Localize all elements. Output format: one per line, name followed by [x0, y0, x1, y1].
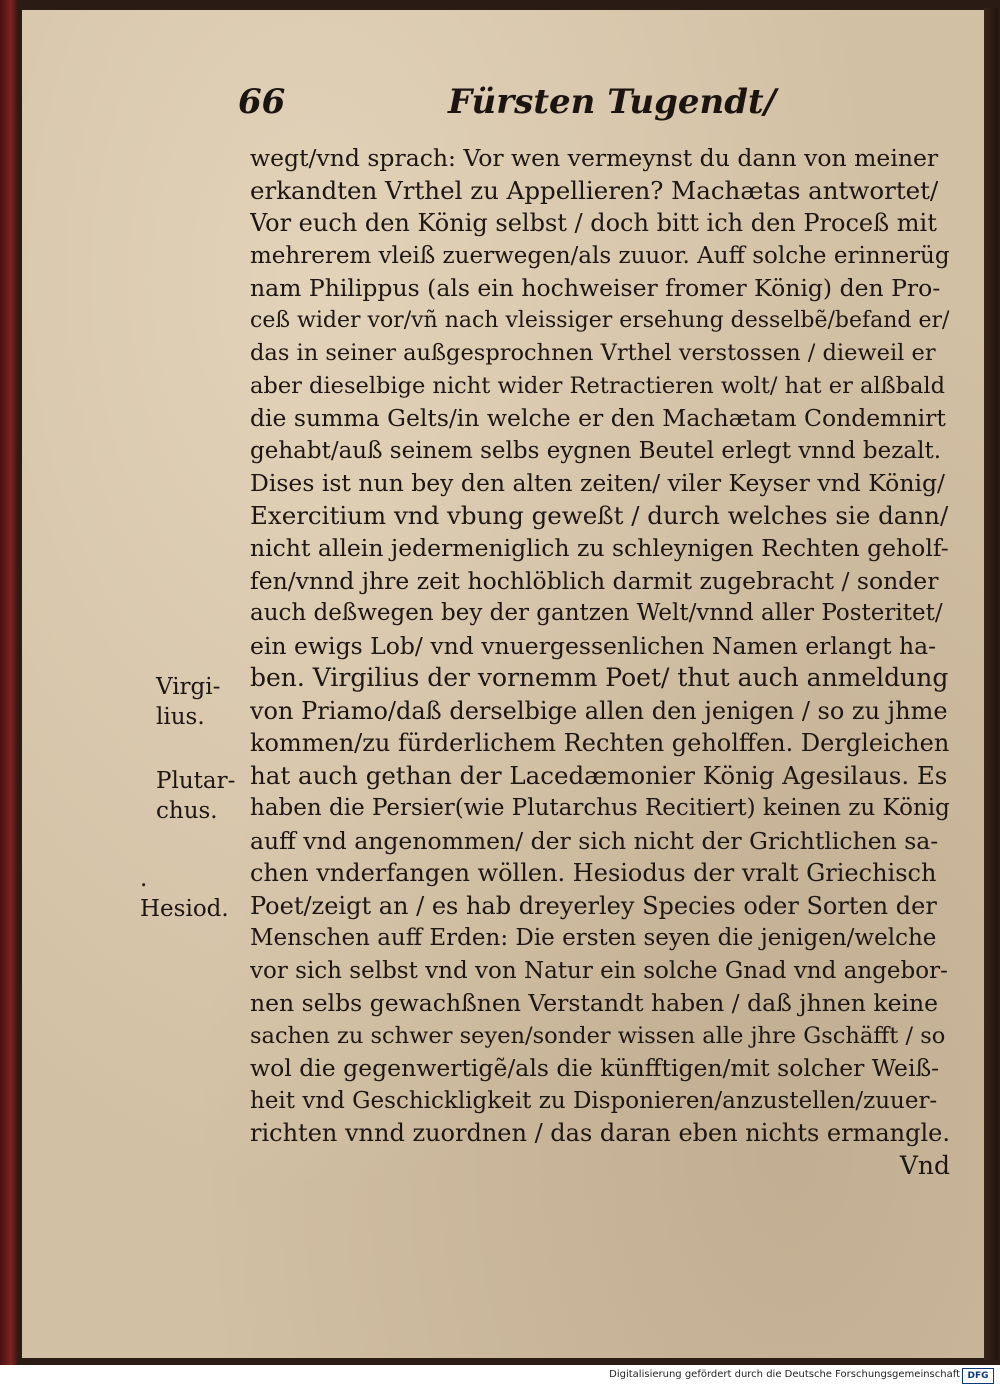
text-line: erkandten Vrthel zu Appellieren? Machætas antwortet/ [250, 175, 939, 205]
page-header [238, 82, 938, 132]
book-binding [0, 0, 18, 1365]
text-line: Exercitium vnd vbung geweßt / durch welches sie dann/ [250, 500, 949, 530]
text-line: Vor euch den König selbst / doch bitt ich den Proceß mit [250, 209, 937, 237]
text-line: von Priamo/daß derselbige allen den jenigen / so zu jhme [250, 696, 948, 725]
text-line: das in seiner außgesprochnen Vrthel verstossen / dieweil er [250, 340, 936, 366]
text-line: ein ewigs Lob/ vnd vnuergessenlichen Namen erlangt ha- [250, 631, 937, 660]
text-line: sachen zu schwer seyen/sonder wissen alle jhre Gschäfft / so [250, 1022, 946, 1049]
margin-note-virgilius: Virgi- lius. [156, 674, 221, 730]
margin-note-hesiodus: . Hesiod. [140, 866, 229, 922]
text-line: auch deßwegen bey der gantzen Welt/vnnd aller Posteritet/ [250, 600, 943, 626]
text-line: Poet/zeigt an / es hab dreyerley Species oder Sorten der [250, 891, 937, 920]
text-line: heit vnd Geschickligkeit zu Disponieren/anzustellen/zuuer- [250, 1087, 938, 1114]
footer-bar [0, 1365, 1000, 1387]
text-line: mehrerem vleiß zuerwegen/als zuuor. Auff solche erinnerüg [250, 242, 950, 269]
page-edge [984, 8, 998, 1360]
margin-note-plutarchus: Plutar- chus. [156, 768, 236, 824]
text-line: wegt/vnd sprach: Vor wen vermeynst du dann von meiner [250, 144, 939, 172]
body-text [250, 142, 950, 1182]
text-line: ben. Virgilius der vornemm Poet/ thut auch anmeldung [250, 663, 949, 692]
text-line: wol die gegenwertigẽ/als die künfftigen/mit solcher Weiß- [250, 1054, 940, 1082]
text-line: vor sich selbst vnd von Natur ein solche Gnad vnd angebor- [250, 957, 948, 984]
text-line: auff vnd angenommen/ der sich nicht der Grichtlichen sa- [250, 826, 939, 855]
text-line: nicht allein jedermeniglich zu schleynigen Rechten geholf- [250, 534, 949, 562]
text-line: nam Philippus (als ein hochweiser fromer König) den Pro- [250, 274, 941, 302]
text-line: die summa Gelts/in welche er den Machætam Condemnirt [250, 404, 946, 432]
page-number: 66 [238, 82, 286, 122]
text-line: kommen/zu fürderlichem Rechten geholffen. Dergleichen [250, 729, 950, 757]
footer-credit: Digitalisierung gefördert durch die Deutsche Forschungsgemeinschaft [609, 1369, 960, 1380]
text-line: richten vnnd zuordnen / das daran eben nichts ermangle. [250, 1119, 950, 1147]
text-line: fen/vnnd jhre zeit hochlöblich darmit zugebracht / sonder [250, 566, 939, 595]
text-line: gehabt/auß seinem selbs eygnen Beutel erlegt vnnd bezalt. [250, 437, 941, 464]
text-line: Menschen auff Erden: Die ersten seyen die jenigen/welche [250, 925, 937, 951]
text-line: nen selbs gewachßnen Verstandt haben / daß jhnen keine [250, 989, 939, 1017]
running-head: Fürsten Tugendt/ [448, 82, 777, 122]
text-line: haben die Persier(wie Plutarchus Recitiert) keinen zu König [250, 795, 950, 821]
text-line: aber dieselbige nicht wider Retractieren wolt/ hat er alßbald [250, 372, 946, 399]
text-line: Dises ist nun bey den alten zeiten/ viler Keyser vnd König/ [250, 469, 945, 497]
dfg-logo-icon: DFG [962, 1368, 994, 1384]
text-line: hat auch gethan der Lacedæmonier König Agesilaus. Es [250, 760, 948, 790]
text-line: Vnd [899, 1150, 950, 1180]
text-line: chen vnderfangen wöllen. Hesiodus der vralt Griechisch [250, 859, 937, 887]
text-line: ceß wider vor/vñ nach vleissiger ersehung desselbẽ/befand er/ [250, 307, 950, 333]
